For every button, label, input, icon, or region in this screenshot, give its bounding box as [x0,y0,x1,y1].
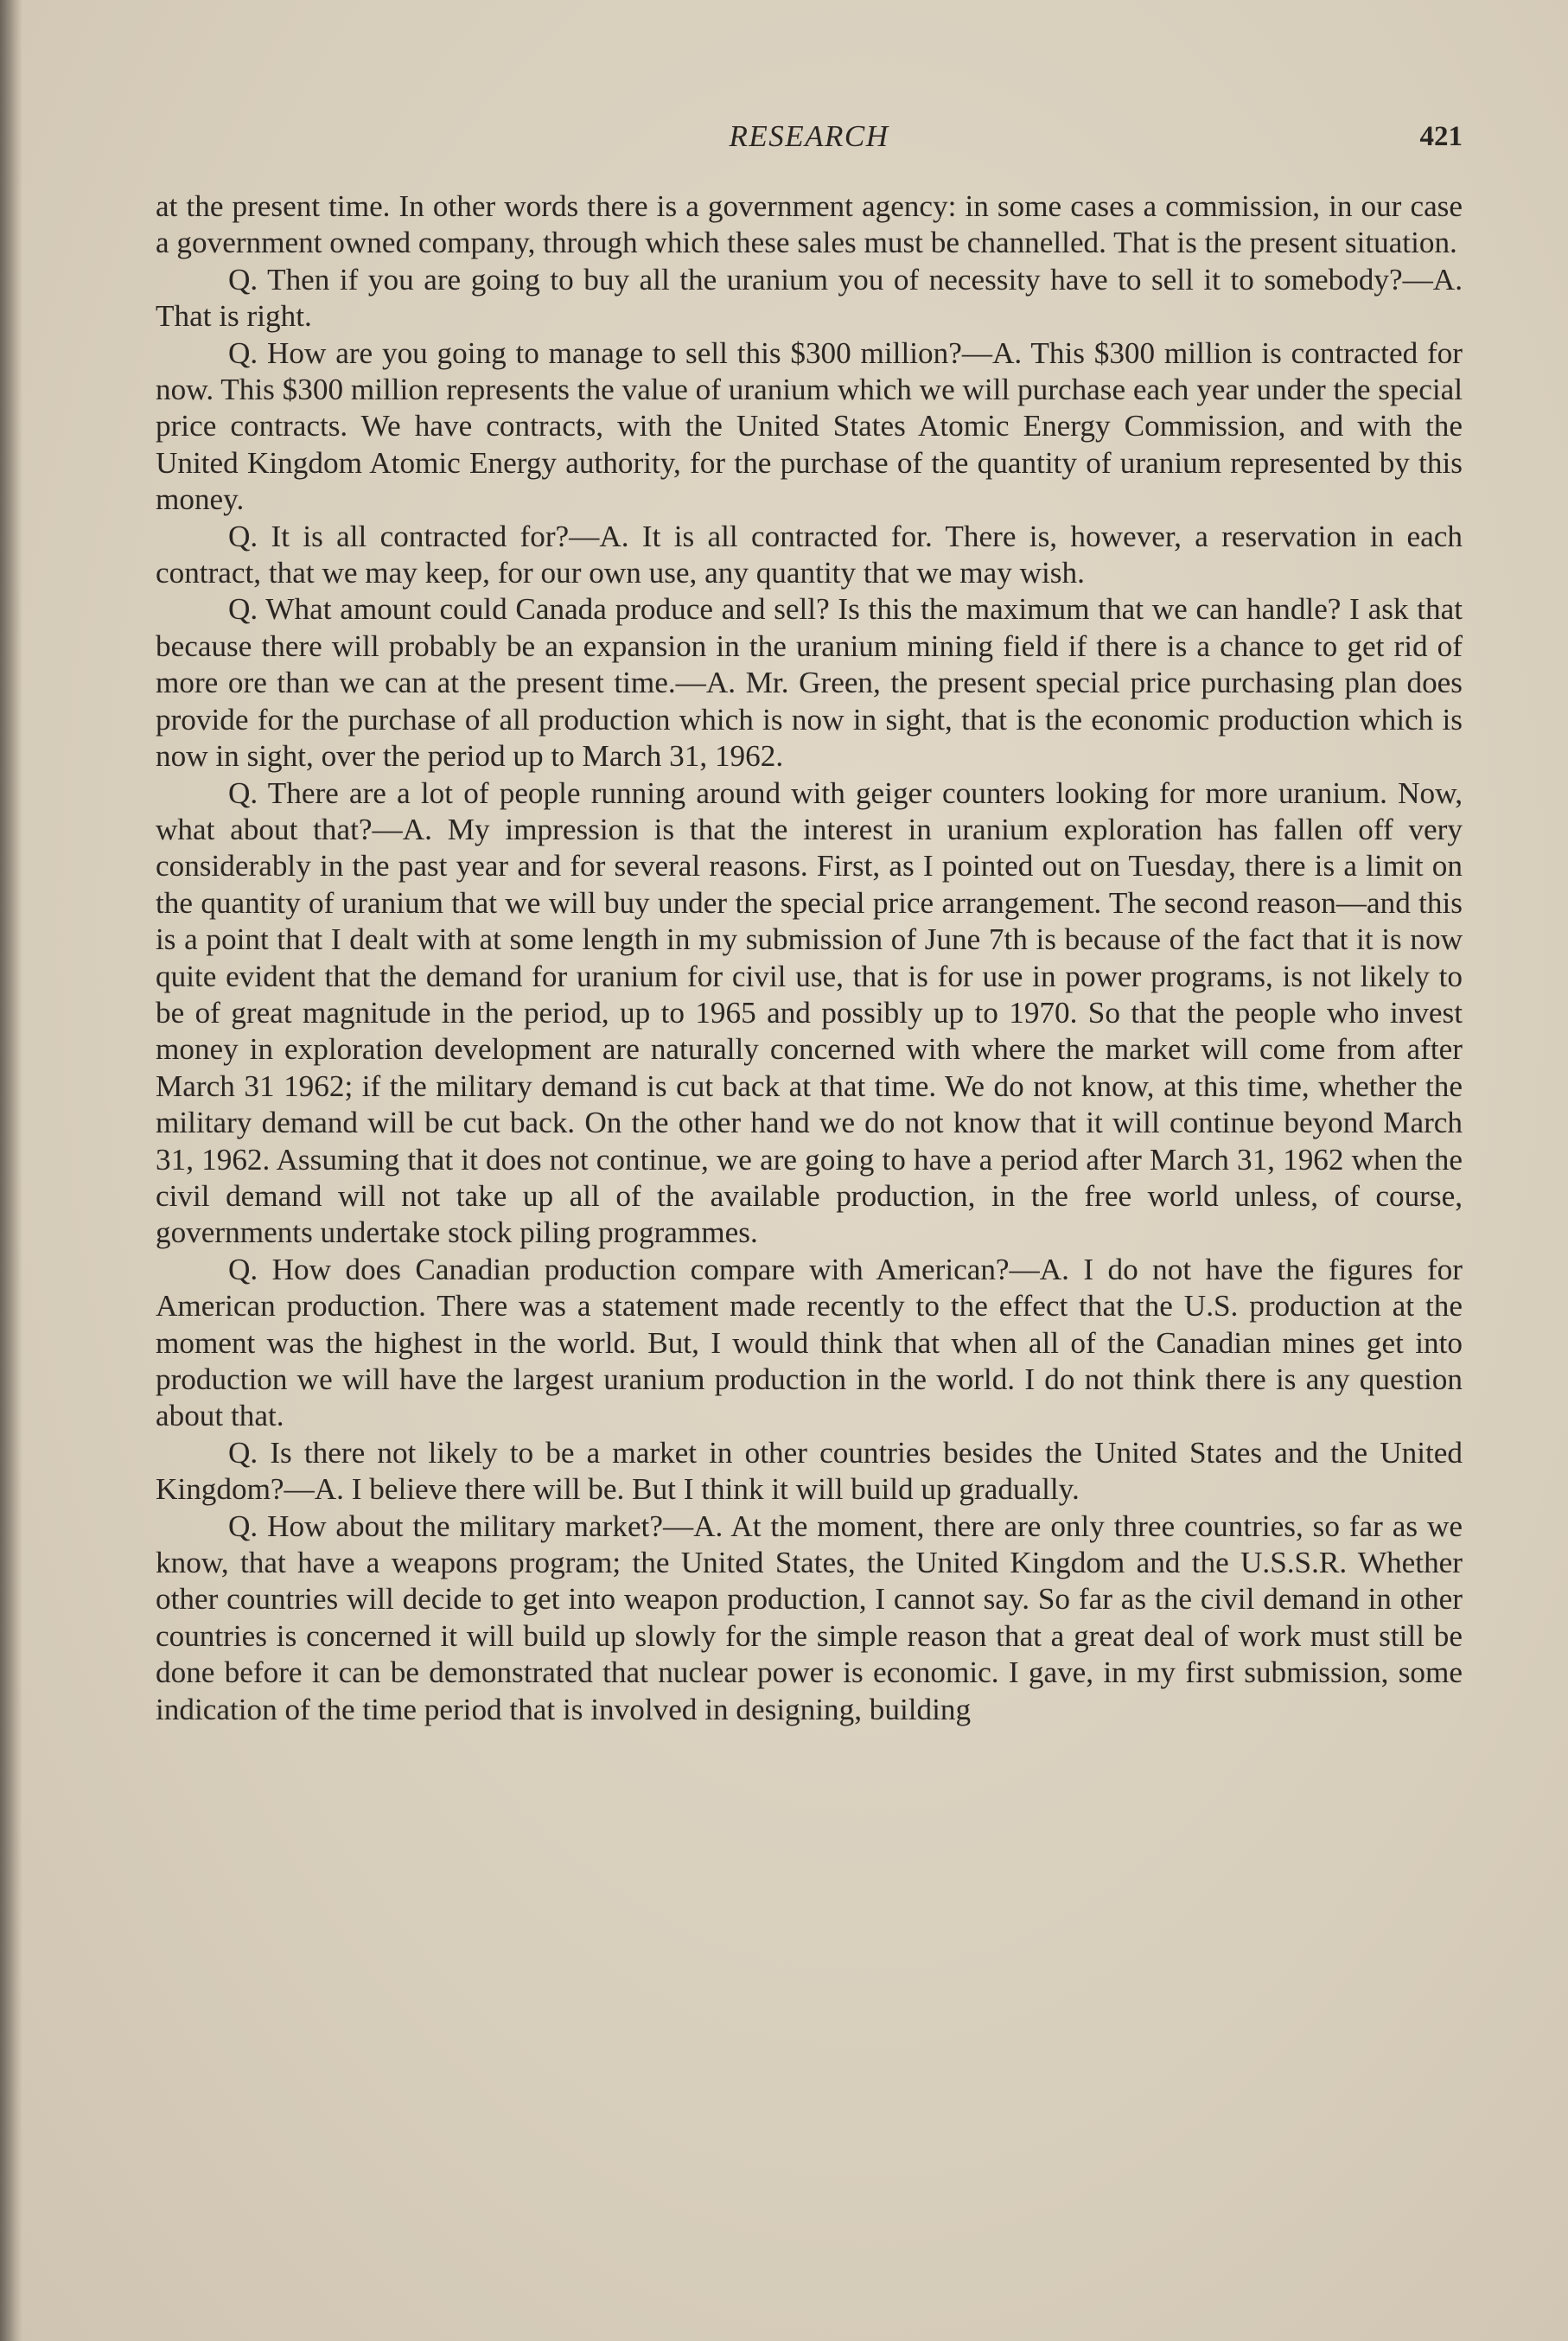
book-spine-shadow [0,0,22,2341]
paragraph: Q. How are you going to manage to sell this $300 million?—A. This $300 million is contracted for now. This $300 million represents the value of uranium which we will purchase each year under the special price contracts. We have contracts, with the United States Atomic Energy Commission, and with the United Kingdom Atomic Energy authority, for the purchase of the quantity of uranium represented by this money. [156,335,1463,517]
paragraph: Q. What amount could Canada produce and sell? Is this the maximum that we can handle? I ask that because there will probably be an expansion in the uranium mining field if there is a chance to get rid of more ore than we can at the present time.—A. Mr. Green, the present special price purchasing plan does provide for the purchase of all production which is now in sight, that is the economic production which is now in sight, over the period up to March 31, 1962. [156,592,1463,774]
paragraph: Q. How does Canadian production compare with American?—A. I do not have the figures for American production. There was a statement made recently to the effect that the U.S. production at the moment was the highest in the world. But, I would think that when all of the Canadian mines get into production we will have the largest uranium production in the world. I do not think there is any question about that. [156,1252,1463,1433]
paragraph: Q. How about the military market?—A. At the moment, there are only three countries, so far as we know, that have a weapons program; the United States, the United Kingdom and the U.S.S.R. Whether other countries will decide to get into weapon production, I cannot say. So far as the civil demand in other countries is concerned it will build up slowly for the simple reason that a great deal of work must still be done before it can be demonstrated that nuclear power is economic. I gave, in my first submission, some indication of the time period that is involved in designing, building [156,1509,1463,1726]
page-header [156,115,1463,158]
paragraph: Q. It is all contracted for?—A. It is all contracted for. There is, however, a reservation in each contract, that we may keep, for our own use, any quantity that we may wish. [156,519,1463,590]
page-number: 421 [1419,121,1463,152]
paragraph-continued: at the present time. In other words there is a government agency: in some cases a commission, in our case a government owned company, through which these sales must be channelled. That is the present situation. [156,189,1463,260]
paragraph: Q. Is there not likely to be a market in other countries besides the United States and the United Kingdom?—A. I believe there will be. But I think it will build up gradually. [156,1435,1463,1507]
paragraph: Q. Then if you are going to buy all the uranium you of necessity have to sell it to somebody?—A. That is right. [156,262,1463,334]
paragraph: Q. There are a lot of people running around with geiger counters looking for more uranium. Now, what about that?—A. My impression is that the interest in uranium exploration has fallen off very considerably in the past year and for several reasons. First, as I pointed out on Tuesday, there is a limit on the quantity of uranium that we will buy under the special price arrangement. The second reason—and this is a point that I dealt with at some length in my submission of June 7th is because of the fact that it is now quite evident that the demand for uranium for civil use, that is for use in power programs, is not likely to be of great magnitude in the period, up to 1965 and possibly up to 1970. So that the people who invest money in exploration development are naturally concerned with where the market will come from after March 31 1962; if the military demand is cut back at that time. We do not know, at this time, whether the military demand will be cut back. On the other hand we do not know that it will continue beyond March 31, 1962. Assuming that it does not continue, we are going to have a period after March 31, 1962 when the civil demand will not take up all of the available production, in the free world unless, of course, governments undertake stock piling programmes. [156,775,1463,1250]
running-title: RESEARCH [729,119,889,153]
body-text [156,188,1463,1728]
